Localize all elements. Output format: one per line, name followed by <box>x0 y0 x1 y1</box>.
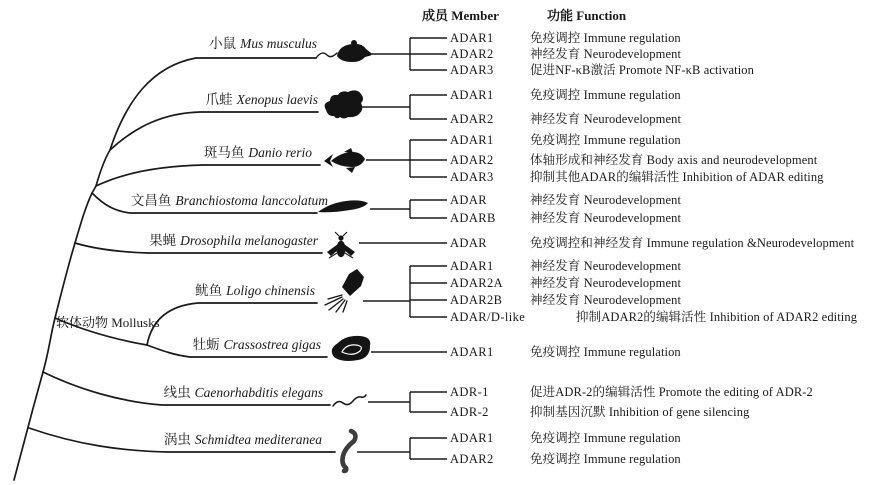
function-label: 免疫调控 Immune regulation <box>530 345 681 359</box>
member-label: ADAR2 <box>450 452 494 466</box>
bracket-mus <box>371 38 447 70</box>
member-label: ADAR1 <box>450 431 494 445</box>
function-label: 神经发育 Neurodevelopment <box>530 259 682 273</box>
branch-danio <box>96 165 320 186</box>
column-header-function: 功能 Function <box>547 8 627 23</box>
bracket-danio <box>366 140 447 177</box>
species-label <box>0 92 318 108</box>
member-label: ADR-1 <box>450 385 489 399</box>
mouse-tail <box>316 53 337 58</box>
member-label: ADAR2 <box>450 112 494 126</box>
member-label: ADAR/D-like <box>450 310 526 324</box>
member-label: ADAR1 <box>450 31 494 45</box>
member-label: ADAR1 <box>450 133 494 147</box>
function-label: 神经发育 Neurodevelopment <box>530 47 682 61</box>
bracket-branchiostoma <box>370 200 447 218</box>
species-label <box>0 36 317 52</box>
member-label: ADAR2B <box>450 293 503 307</box>
member-label: ADAR2 <box>450 47 494 61</box>
oyster-icon <box>332 336 371 361</box>
function-label: 免疫调控 Immune regulation <box>530 88 681 102</box>
member-label: ADAR1 <box>450 345 494 359</box>
species-name-cn: 线虫 <box>163 385 191 400</box>
mouse-icon <box>337 40 372 62</box>
function-label: 神经发育 Neurodevelopment <box>530 211 682 225</box>
function-label: 神经发育 Neurodevelopment <box>530 293 682 307</box>
member-label: ADAR1 <box>450 259 494 273</box>
species-name-latin: Xenopus laevis <box>236 92 318 107</box>
member-label: ADAR3 <box>450 170 494 184</box>
bracket-caenorhabditis <box>368 392 447 412</box>
function-label: 抑制ADAR2的编辑活性 Inhibition of ADAR2 editing <box>576 310 858 324</box>
species-label <box>0 193 328 209</box>
function-label: 免疫调控和神经发育 Immune regulation &Neurodevelopment <box>530 236 855 250</box>
species-label <box>0 432 322 448</box>
clade-label-mollusks: 软体动物 Mollusks <box>56 315 160 330</box>
fish-icon <box>324 148 365 173</box>
species-name-cn: 鱿鱼 <box>195 283 223 298</box>
column-header-member: 成员 Member <box>422 8 499 23</box>
member-label: ADAR1 <box>450 88 494 102</box>
function-label: 神经发育 Neurodevelopment <box>530 276 682 290</box>
nematode-icon <box>333 395 366 406</box>
species-name-cn: 果蝇 <box>149 233 177 248</box>
function-label: 抑制基因沉默 Inhibition of gene silencing <box>530 405 750 419</box>
species-name-cn: 文昌鱼 <box>130 193 172 208</box>
species-name-latin: Mus musculus <box>240 36 317 51</box>
member-label: ADAR <box>450 236 488 250</box>
function-label: 促进ADR-2的编辑活性 Promote the editing of ADR-2 <box>530 385 813 399</box>
species-name-cn: 牡蛎 <box>192 337 220 352</box>
frog-icon <box>325 90 363 118</box>
species-label <box>0 337 321 353</box>
species-name-latin: Branchiostoma lanccolatum <box>175 193 328 208</box>
species-name-cn: 爪蛙 <box>205 92 233 107</box>
species-name-latin: Danio rerio <box>248 145 312 160</box>
species-label <box>0 233 318 249</box>
member-label: ADAR <box>450 193 488 207</box>
member-label: ADR-2 <box>450 405 489 419</box>
bracket-loligo <box>363 266 447 317</box>
member-label: ADAR3 <box>450 63 494 77</box>
species-label <box>0 283 315 299</box>
function-label: 免疫调控 Immune regulation <box>530 452 681 466</box>
member-brackets <box>357 38 447 459</box>
bracket-schmidtea <box>357 438 447 459</box>
function-label: 神经发育 Neurodevelopment <box>530 112 682 126</box>
function-label: 体轴形成和神经发育 Body axis and neurodevelopment <box>530 153 818 167</box>
species-name-cn: 涡虫 <box>163 432 191 447</box>
species-icons <box>318 40 372 471</box>
function-label: 免疫调控 Immune regulation <box>530 133 681 147</box>
species-name-latin: Crassostrea gigas <box>223 337 321 352</box>
member-label: ADAR2A <box>450 276 504 290</box>
member-label: ADAR2 <box>450 153 494 167</box>
bracket-xenopus <box>361 95 447 119</box>
function-label: 免疫调控 Immune regulation <box>530 31 681 45</box>
species-label <box>0 385 323 401</box>
function-label: 神经发育 Neurodevelopment <box>530 193 682 207</box>
species-name-latin: Drosophila melanogaster <box>180 233 318 248</box>
species-label <box>0 145 312 161</box>
function-label: 免疫调控 Immune regulation <box>530 431 681 445</box>
species-name-latin: Caenorhabditis elegans <box>194 385 323 400</box>
function-label: 促进NF-κB激活 Promote NF-κB activation <box>530 63 754 77</box>
species-name-latin: Loligo chinensis <box>226 283 315 298</box>
species-name-latin: Schmidtea mediteranea <box>194 432 322 447</box>
function-label: 抑制其他ADAR的编辑活性 Inhibition of ADAR editing <box>530 170 824 184</box>
member-label: ADARB <box>450 211 496 225</box>
squid-icon <box>325 269 364 312</box>
phylo-tree-lines <box>14 53 337 480</box>
planarian-icon <box>342 431 355 471</box>
fly-icon <box>327 232 355 258</box>
species-name-cn: 小鼠 <box>209 36 237 51</box>
species-name-cn: 斑马鱼 <box>203 145 245 160</box>
